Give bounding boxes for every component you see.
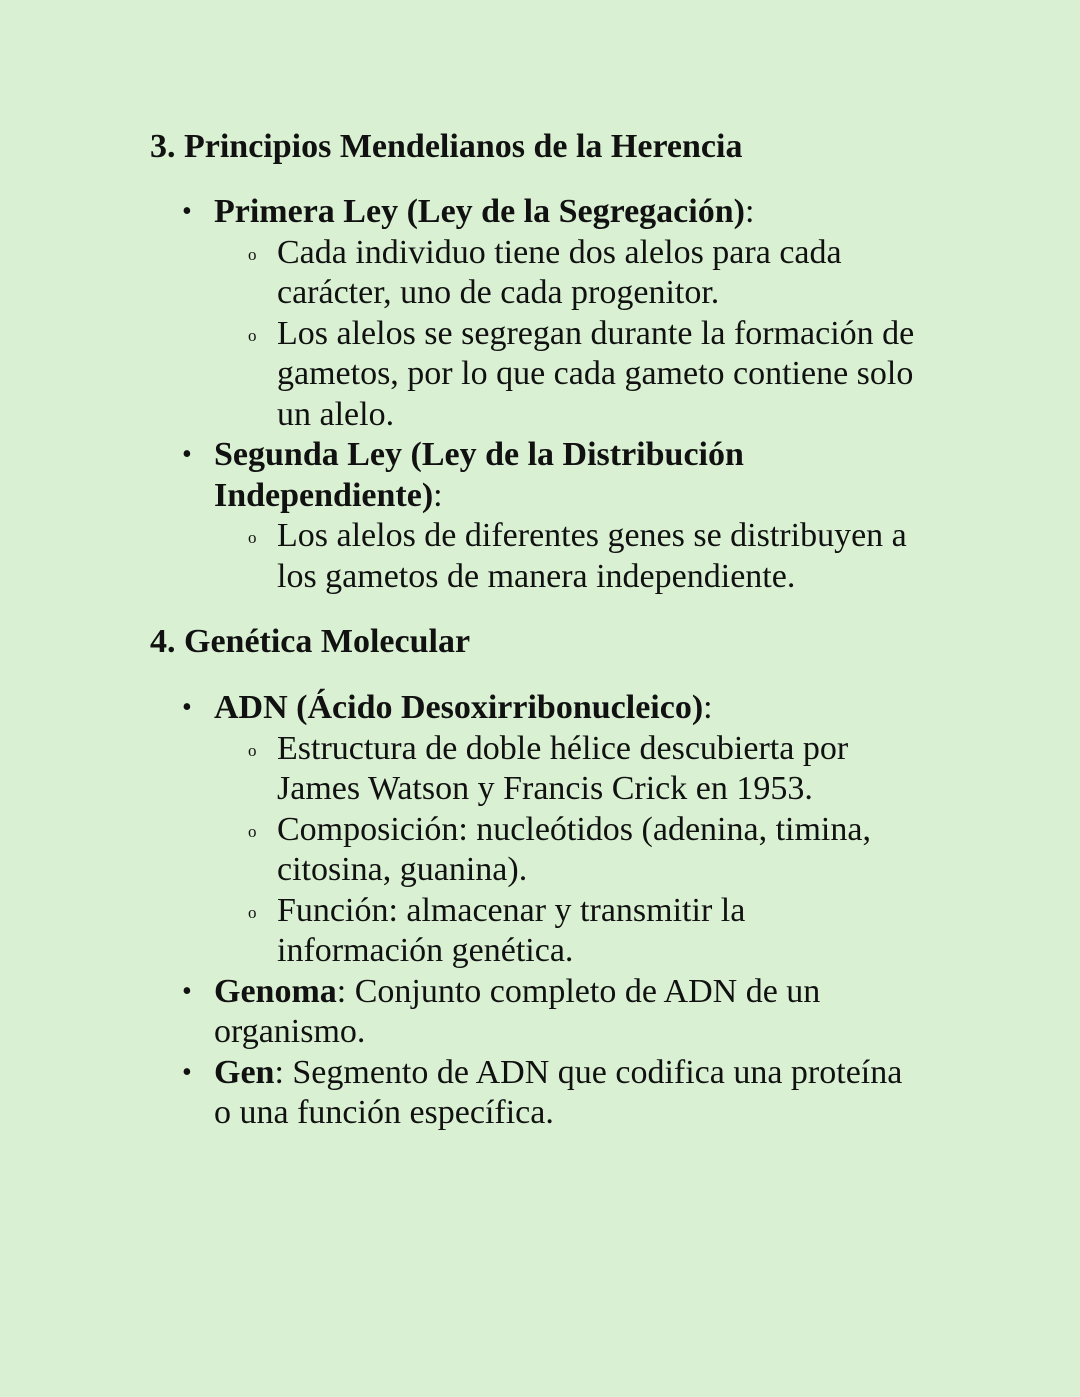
sublist-item [248, 233, 917, 314]
sublist [214, 233, 914, 436]
bullet-icon: • [182, 1056, 192, 1088]
sublist-item [248, 729, 917, 810]
sublist-item-text: Estructura de doble hélice descubierta por James Watson y Francis Crick en 1953. [277, 729, 849, 807]
list-item-primera-ley [0, 192, 914, 435]
sublist-item [248, 516, 917, 597]
circle-bullet-icon: o [248, 244, 257, 264]
list-item-genoma [0, 972, 914, 1053]
section-3-title: 3. Principios Mendelianos de la Herencia [150, 128, 743, 165]
sublist-item-text: Función: almacenar y transmitir la información genética. [277, 891, 746, 969]
sublist-item [248, 810, 917, 891]
item-heading: Genoma [214, 972, 337, 1010]
item-heading: ADN (Ácido Desoxirribonucleico) [214, 689, 704, 726]
sublist-item-text: Cada individuo tiene dos alelos para cada carácter, uno de cada progenitor. [277, 233, 842, 311]
item-text: : [703, 689, 713, 726]
circle-bullet-icon: o [248, 821, 257, 841]
sublist-item-text: Los alelos de diferentes genes se distribuyen a los gametos de manera independiente. [277, 517, 907, 595]
section-4-list [0, 688, 914, 1134]
item-heading: Segunda Ley (Ley de la Distribución Independiente) [214, 436, 744, 514]
item-text: : [744, 193, 755, 230]
bullet-icon: • [182, 692, 192, 723]
circle-bullet-icon: o [248, 528, 257, 547]
item-heading: Gen [214, 1053, 275, 1091]
bullet-icon: • [182, 975, 192, 1007]
bullet-icon: • [182, 439, 192, 470]
sublist-item [248, 314, 917, 436]
section-4-title: 4. Genética Molecular [150, 623, 471, 660]
circle-bullet-icon: o [248, 740, 257, 760]
item-heading: Primera Ley (Ley de la Segregación) [214, 193, 745, 230]
list-item-segunda-ley [0, 435, 914, 597]
sublist [214, 729, 914, 972]
section-3-list [0, 192, 914, 597]
list-item-adn [0, 688, 914, 972]
circle-bullet-icon: o [248, 325, 257, 345]
item-text: : Segmento de ADN que codifica una proteína o una función específica. [214, 1053, 903, 1131]
sublist-item-text: Composición: nucleótidos (adenina, timina, citosina, guanina). [277, 810, 871, 888]
item-text: : [433, 476, 443, 514]
sublist-item [248, 891, 917, 972]
bullet-icon: • [182, 196, 192, 227]
item-text: : Conjunto completo de ADN de un organismo. [214, 972, 821, 1050]
circle-bullet-icon: o [248, 902, 257, 922]
list-item-gen [0, 1053, 914, 1134]
sublist-item-text: Los alelos se segregan durante la formación de gametos, por lo que cada gameto contiene solo un alelo. [277, 314, 915, 433]
sublist [214, 516, 914, 597]
